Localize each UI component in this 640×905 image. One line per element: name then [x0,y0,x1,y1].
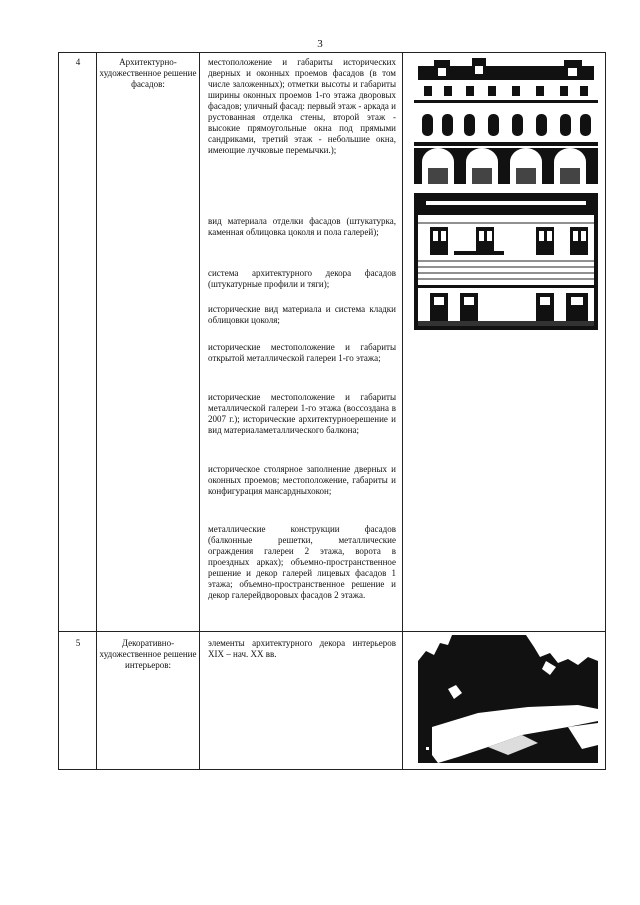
facade-photo [414,56,598,184]
description-paragraph: вид материала отделки фасадов (штукатурка, каменная облицовка цоколя и пола галерей); [208,216,396,237]
facade-photo [414,193,598,330]
table-bottom-border [58,769,606,770]
description-paragraph: система архитектурного декора фасадов (штукатурные профили и тяги); [208,268,396,289]
column-divider [402,52,403,770]
description-paragraph: металлические конструкции фасадов (балконные решетки, металлические ограждения галереи 2 этажа, ворота в проездных арках); объемно-пространственное решение и декор галерей лицевых фасадов 1 этажа; объемно-пространственное решение и декор галерейдворовых фасадов 2 этажа. [208,524,396,600]
row-title: Декоративно-художественное решение интерьеров: [99,638,197,670]
table-right-border [605,52,606,770]
row-divider [58,631,606,632]
row-number: 4 [75,57,81,67]
page-number: 3 [317,38,323,50]
description-paragraph: исторические местоположение и габариты открытой металлической галереи 1-го этажа; [208,342,396,363]
description-paragraph: историческое столярное заполнение дверных и оконных проемов; местоположение, габариты и конфигурация мансардныхокон; [208,464,396,496]
description-paragraph: элементы архитектурного декора интерьеров XIX – нач. XX вв. [208,638,396,659]
row-number: 5 [75,638,81,648]
description-paragraph: исторические местоположение и габариты металлической галереи 1-го этажа (воссоздана в 2007 г.); исторические архитектурноерешение и вид материаламеталлического балкона; [208,392,396,435]
table-top-border [58,52,606,53]
column-divider [199,52,200,770]
table-left-border [58,52,59,770]
interior-photo [418,635,598,763]
description-paragraph: исторические вид материала и система кладки облицовки цоколя; [208,304,396,325]
row-title: Архитектурно-художественное решение фасадов: [99,57,197,89]
description-paragraph: местоположение и габариты исторических дверных и оконных проемов фасадов (в том числе заложенных); отметки высоты и габариты ширины оконных проемов 1-го этажа дворовых фасадов; уличный фасад: первый этаж - аркада и рустованная отделка стены, второй этаж - высокие прямоугольные окна под прямыми сандриками, третий этаж - небольшие окна, имеющие лучковые перемычки.); [208,57,396,155]
column-divider [96,52,97,770]
